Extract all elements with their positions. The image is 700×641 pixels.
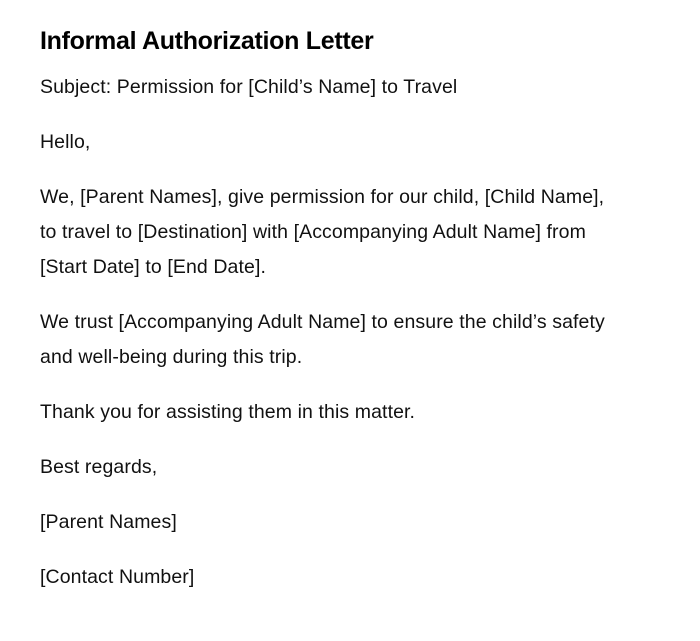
letter-paragraph-thanks: Thank you for assisting them in this matter. <box>40 401 416 423</box>
letter-paragraph-trust: We trust [Accompanying Adult Name] to ensure the child’s safety and well-being during this trip. <box>40 311 605 368</box>
letter-signature-name: [Parent Names] <box>40 511 177 533</box>
letter-document <box>40 24 620 615</box>
letter-contact: [Contact Number] <box>40 566 195 588</box>
letter-paragraph-permission: We, [Parent Names], give permission for our child, [Child Name], to travel to [Destination] with [Accompanying Adult Name] from [Start Date] to [End Date]. <box>40 186 605 278</box>
letter-subject: Subject: Permission for [Child’s Name] to Travel <box>40 76 458 98</box>
letter-title: Informal Authorization Letter <box>40 27 374 55</box>
letter-greeting: Hello, <box>40 131 91 153</box>
letter-closing: Best regards, <box>40 456 158 478</box>
